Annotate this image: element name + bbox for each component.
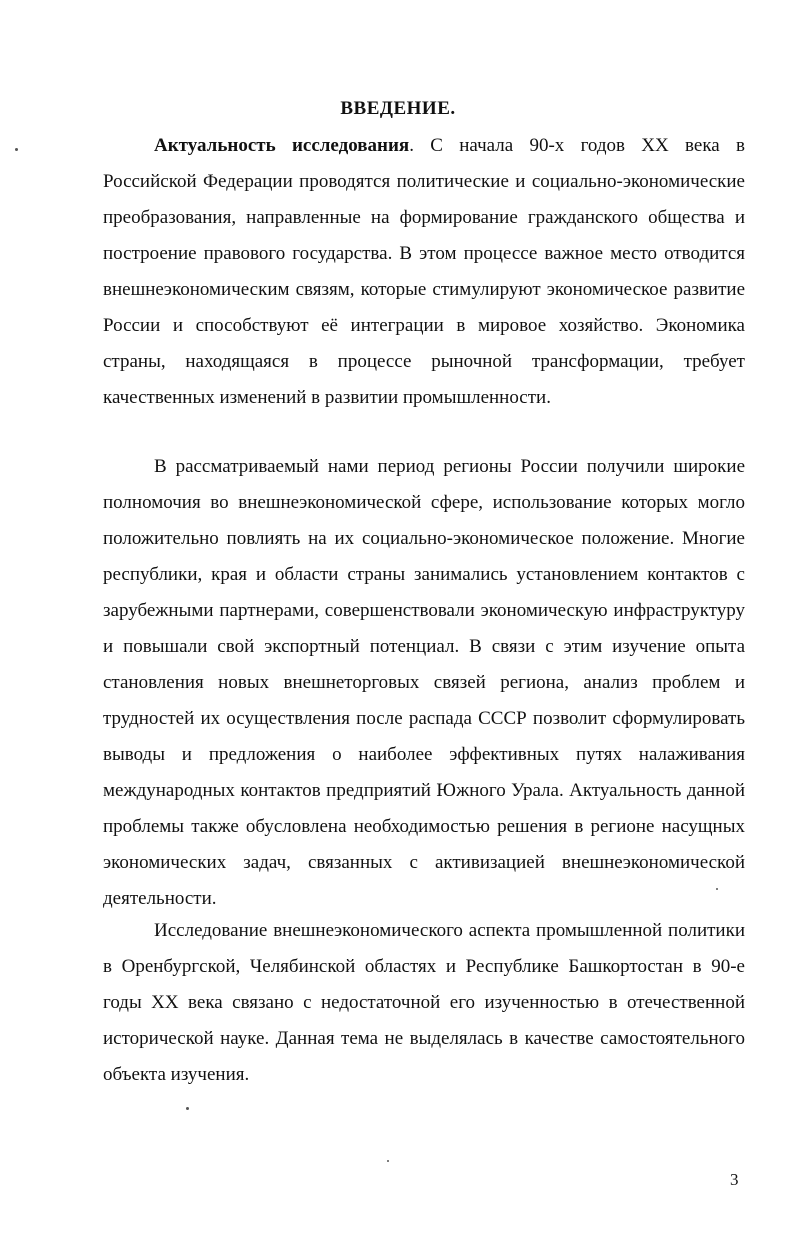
paragraph-lead: Актуальность исследования: [154, 135, 410, 156]
paragraph-relevance: [103, 128, 745, 416]
scan-speck: [186, 1107, 189, 1110]
page-number: 3: [730, 1170, 739, 1189]
paragraph-text: [103, 128, 745, 416]
paragraph-regions: [103, 449, 745, 917]
paragraph-text: В рассматриваемый нами период регионы России получили широкие полномочия во внешнеэкономической сфере, использование которых могло положительно повлиять на их социально-экономическое положение. Многие республики, края и области страны занимались установлением контактов с зарубежными партнерами, совершенствовали экономическую инфраструктуру и повышали свой экспортный потенциал. В связи с этим изучение опыта становления новых внешнеторговых связей региона, анализ проблем и трудностей их осуществления после распада СССР позволит сформулировать выводы и предложения о наиболее эффективных путях налаживания международных контактов предприятий Южного Урала. Актуальность данной проблемы также обусловлена необходимостью решения в регионе насущных экономических задач, связанных с активизацией внешнеэкономической деятельности.: [103, 456, 745, 909]
paragraph-body: . С начала 90-х годов XX века в Российской Федерации проводятся политические и социально-экономические преобразования, направленные на формирование гражданского общества и построение правового государства. В этом процессе важное место отводится внешнеэкономическим связям, которые стимулируют экономическое развитие России и способствуют её интеграции в мировое хозяйство. Экономика страны, находящаяся в процессе рыночной трансформации, требует качественных изменений в развитии промышленности.: [103, 135, 746, 408]
scan-speck: [387, 1160, 389, 1162]
paragraph-text: Исследование внешнеэкономического аспекта промышленной политики в Оренбургской, Челябинской областях и Республике Башкортостан в 90-е годы XX века связано с недостаточной его изученностью в отечественной исторической науке. Данная тема не выделялась в качестве самостоятельного объекта изучения.: [103, 920, 745, 1085]
paragraph-research: [103, 913, 745, 1093]
scan-speck: [15, 148, 18, 151]
scan-speck: [716, 888, 718, 890]
section-title: ВВЕДЕНИЕ.: [340, 98, 456, 119]
